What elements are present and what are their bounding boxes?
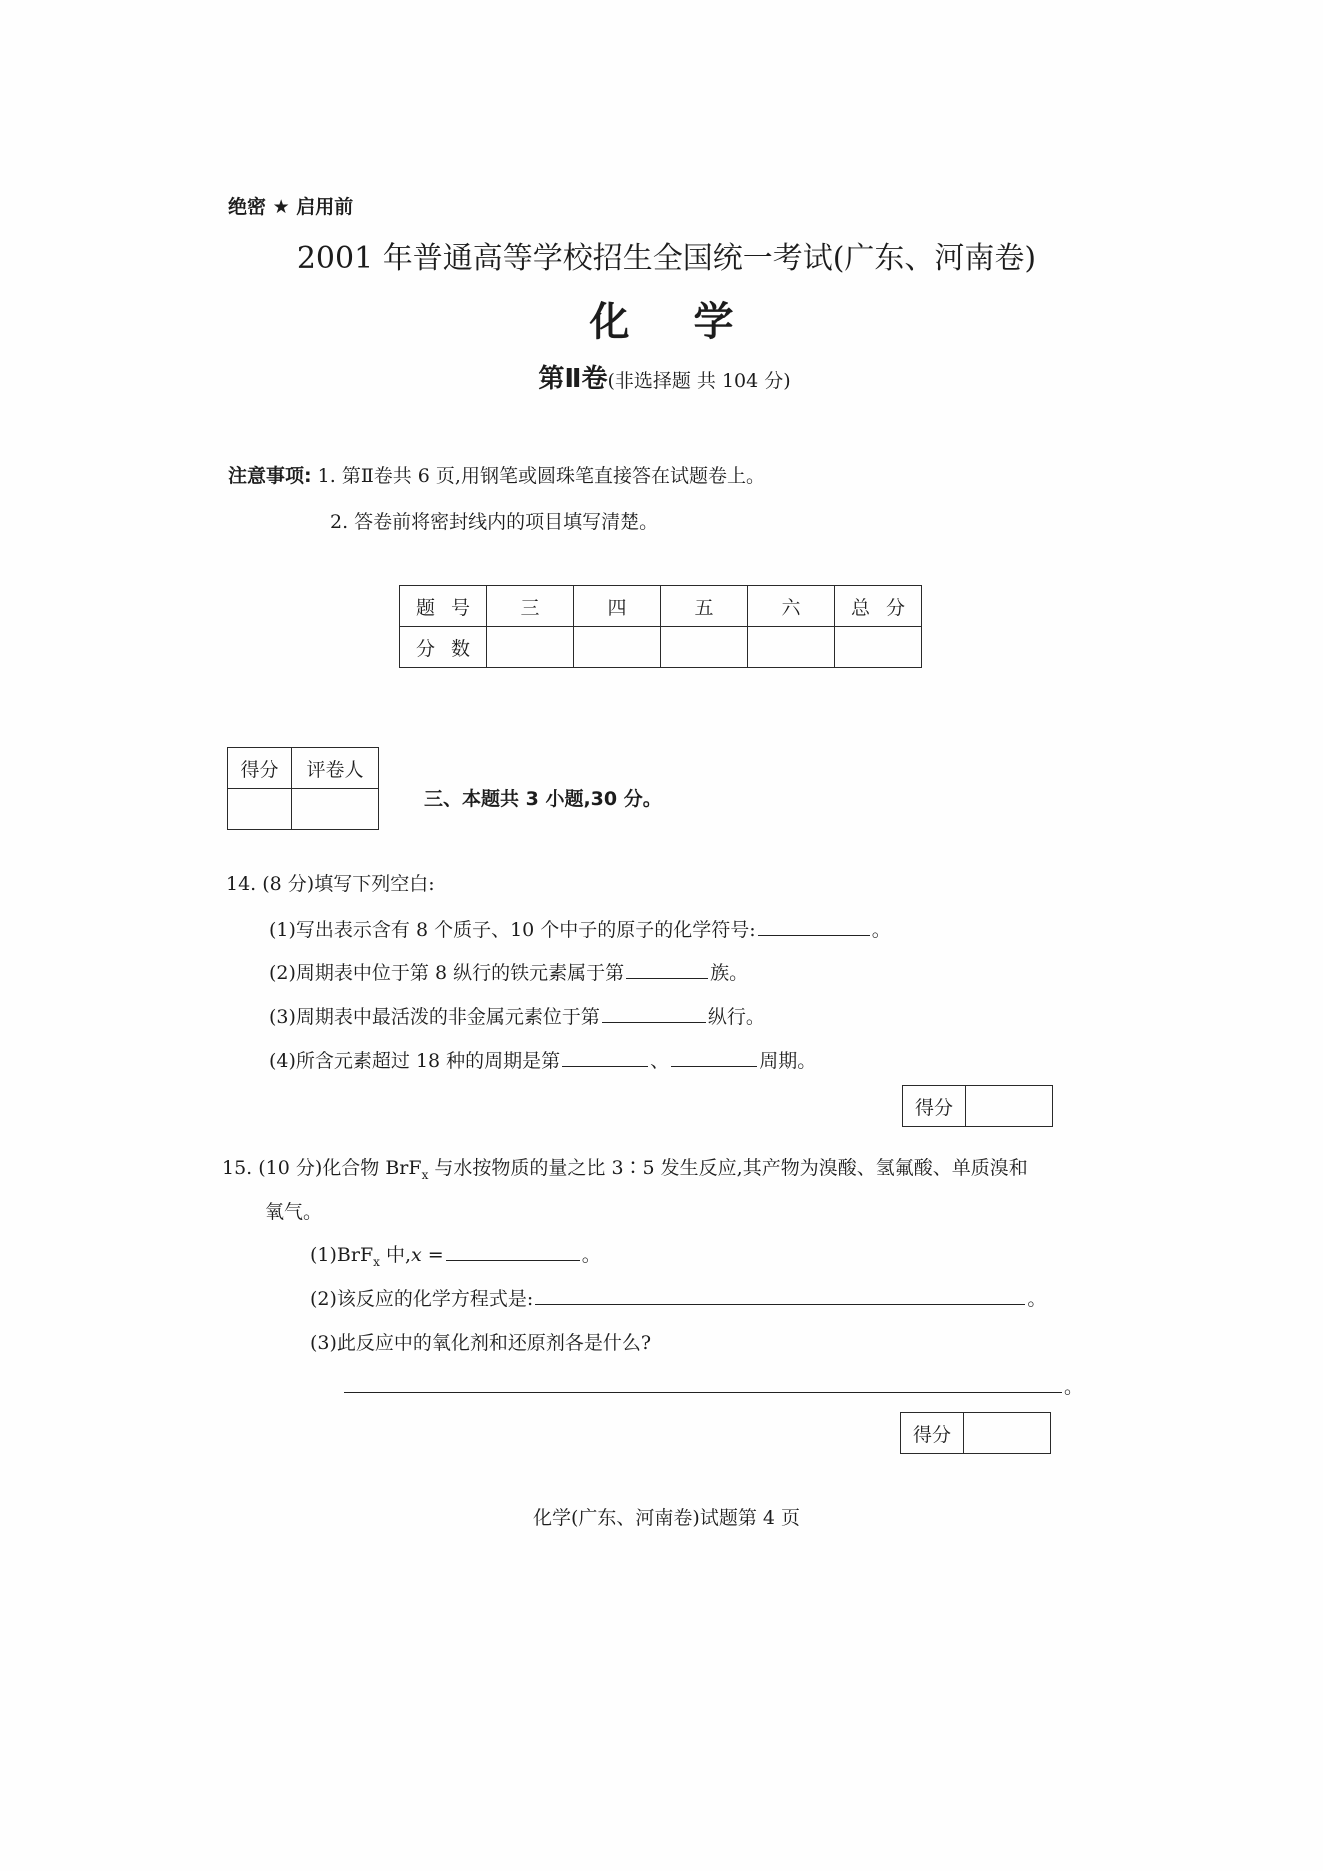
- score-box-label: 得分: [901, 1413, 964, 1454]
- table-row: [901, 1413, 1051, 1454]
- table-row: [400, 586, 922, 627]
- q15-stem: [222, 1153, 1028, 1182]
- q14-part4-mid: 、: [650, 1050, 670, 1072]
- grader-name-cell[interactable]: [292, 789, 379, 830]
- page-footer: 化学(广东、河南卷)试题第 4 页: [533, 1507, 800, 1529]
- q15-part1-var: x: [411, 1244, 422, 1266]
- q15-part1-sub: x: [373, 1254, 380, 1269]
- header-question-number: 题号: [400, 586, 487, 627]
- q14-part1-text: (1)写出表示含有 8 个质子、10 个中子的原子的化学符号:: [269, 919, 756, 941]
- score-box-q14: [902, 1085, 1053, 1127]
- q15-part1-b: 中,: [379, 1244, 412, 1266]
- q14-part2-text: (2)周期表中位于第 8 纵行的铁元素属于第: [269, 962, 625, 984]
- q15-part1: [310, 1240, 601, 1269]
- q14-part4-text: (4)所含元素超过 18 种的周期是第: [269, 1050, 561, 1072]
- notes-item-2: 2. 答卷前将密封线内的项目填写清楚。: [330, 511, 659, 533]
- grader-box: [227, 747, 379, 830]
- exam-title: 2001 年普通高等学校招生全国统一考试(广东、河南卷): [296, 241, 1037, 276]
- q14-part4: [269, 1046, 816, 1073]
- table-row: [903, 1086, 1053, 1127]
- score-box-cell[interactable]: [966, 1086, 1053, 1127]
- table-row: [400, 627, 922, 668]
- score-box-q15: [900, 1412, 1051, 1454]
- q14-part2-end: 族。: [710, 962, 749, 984]
- grader-name-label: 评卷人: [292, 748, 379, 789]
- col-4: 四: [574, 586, 661, 627]
- score-cell-total[interactable]: [835, 627, 922, 668]
- volume-main: 第Ⅱ卷: [538, 364, 608, 394]
- q15-part2: [310, 1284, 1046, 1311]
- score-box-cell[interactable]: [964, 1413, 1051, 1454]
- col-total: 总分: [835, 586, 922, 627]
- grader-score-cell[interactable]: [228, 789, 292, 830]
- col-6: 六: [748, 586, 835, 627]
- header-score: 分数: [400, 627, 487, 668]
- q15-stem-a: 15. (10 分)化合物 BrF: [222, 1157, 422, 1179]
- q14-part3-end: 纵行。: [707, 1006, 765, 1028]
- q15-part3-answer: [342, 1372, 1083, 1399]
- answer-blank[interactable]: [602, 1003, 706, 1023]
- section-3-title: 三、本题共 3 小题,30 分。: [424, 788, 662, 810]
- notes-line-1: [228, 453, 765, 499]
- q14-part1: [269, 915, 891, 942]
- notes: [228, 453, 765, 545]
- q15-part2-end: 。: [1027, 1288, 1047, 1310]
- q15-part3-end: 。: [1064, 1376, 1084, 1398]
- answer-blank[interactable]: [344, 1373, 1062, 1393]
- q15-part1-c: =: [421, 1244, 444, 1266]
- q15-stem-sub: x: [421, 1167, 429, 1182]
- q14-part2: [269, 958, 748, 985]
- col-3: 三: [487, 586, 574, 627]
- score-summary-table: [399, 585, 922, 668]
- volume-heading: [0, 358, 1323, 395]
- table-row: [228, 789, 379, 830]
- q15-part1-a: (1)BrF: [310, 1244, 374, 1266]
- q15-part1-end: 。: [581, 1244, 601, 1266]
- q15-stem-cont: 氧气。: [265, 1201, 323, 1223]
- confidential-label: 绝密 ★ 启用前: [228, 196, 354, 218]
- q14-part3-text: (3)周期表中最活泼的非金属元素位于第: [269, 1006, 600, 1028]
- score-cell-4[interactable]: [574, 627, 661, 668]
- volume-sub: (非选择题 共 104 分): [607, 370, 791, 392]
- score-box-label: 得分: [903, 1086, 966, 1127]
- score-cell-3[interactable]: [487, 627, 574, 668]
- subject-title: 化学: [589, 299, 798, 345]
- answer-blank[interactable]: [535, 1285, 1025, 1305]
- q15-part2-text: (2)该反应的化学方程式是:: [310, 1288, 534, 1310]
- notes-item-1: 1. 第Ⅱ卷共 6 页,用钢笔或圆珠笔直接答在试题卷上。: [317, 465, 765, 487]
- q15-part3: (3)此反应中的氧化剂和还原剂各是什么?: [310, 1332, 652, 1354]
- q14-stem: 14. (8 分)填写下列空白:: [226, 873, 435, 895]
- table-row: [228, 748, 379, 789]
- q14-part3: [269, 1002, 765, 1029]
- answer-blank[interactable]: [446, 1241, 580, 1261]
- grader-score-label: 得分: [228, 748, 292, 789]
- answer-blank[interactable]: [758, 916, 870, 936]
- q15-stem-b: 与水按物质的量之比 3∶5 发生反应,其产物为溴酸、氢氟酸、单质溴和: [428, 1157, 1028, 1179]
- score-cell-5[interactable]: [661, 627, 748, 668]
- q14-part4-end: 周期。: [759, 1050, 817, 1072]
- notes-label: 注意事项:: [228, 465, 312, 487]
- answer-blank[interactable]: [671, 1047, 757, 1067]
- answer-blank[interactable]: [626, 959, 708, 979]
- score-cell-6[interactable]: [748, 627, 835, 668]
- answer-blank[interactable]: [562, 1047, 648, 1067]
- q14-part1-end: 。: [871, 919, 891, 941]
- col-5: 五: [661, 586, 748, 627]
